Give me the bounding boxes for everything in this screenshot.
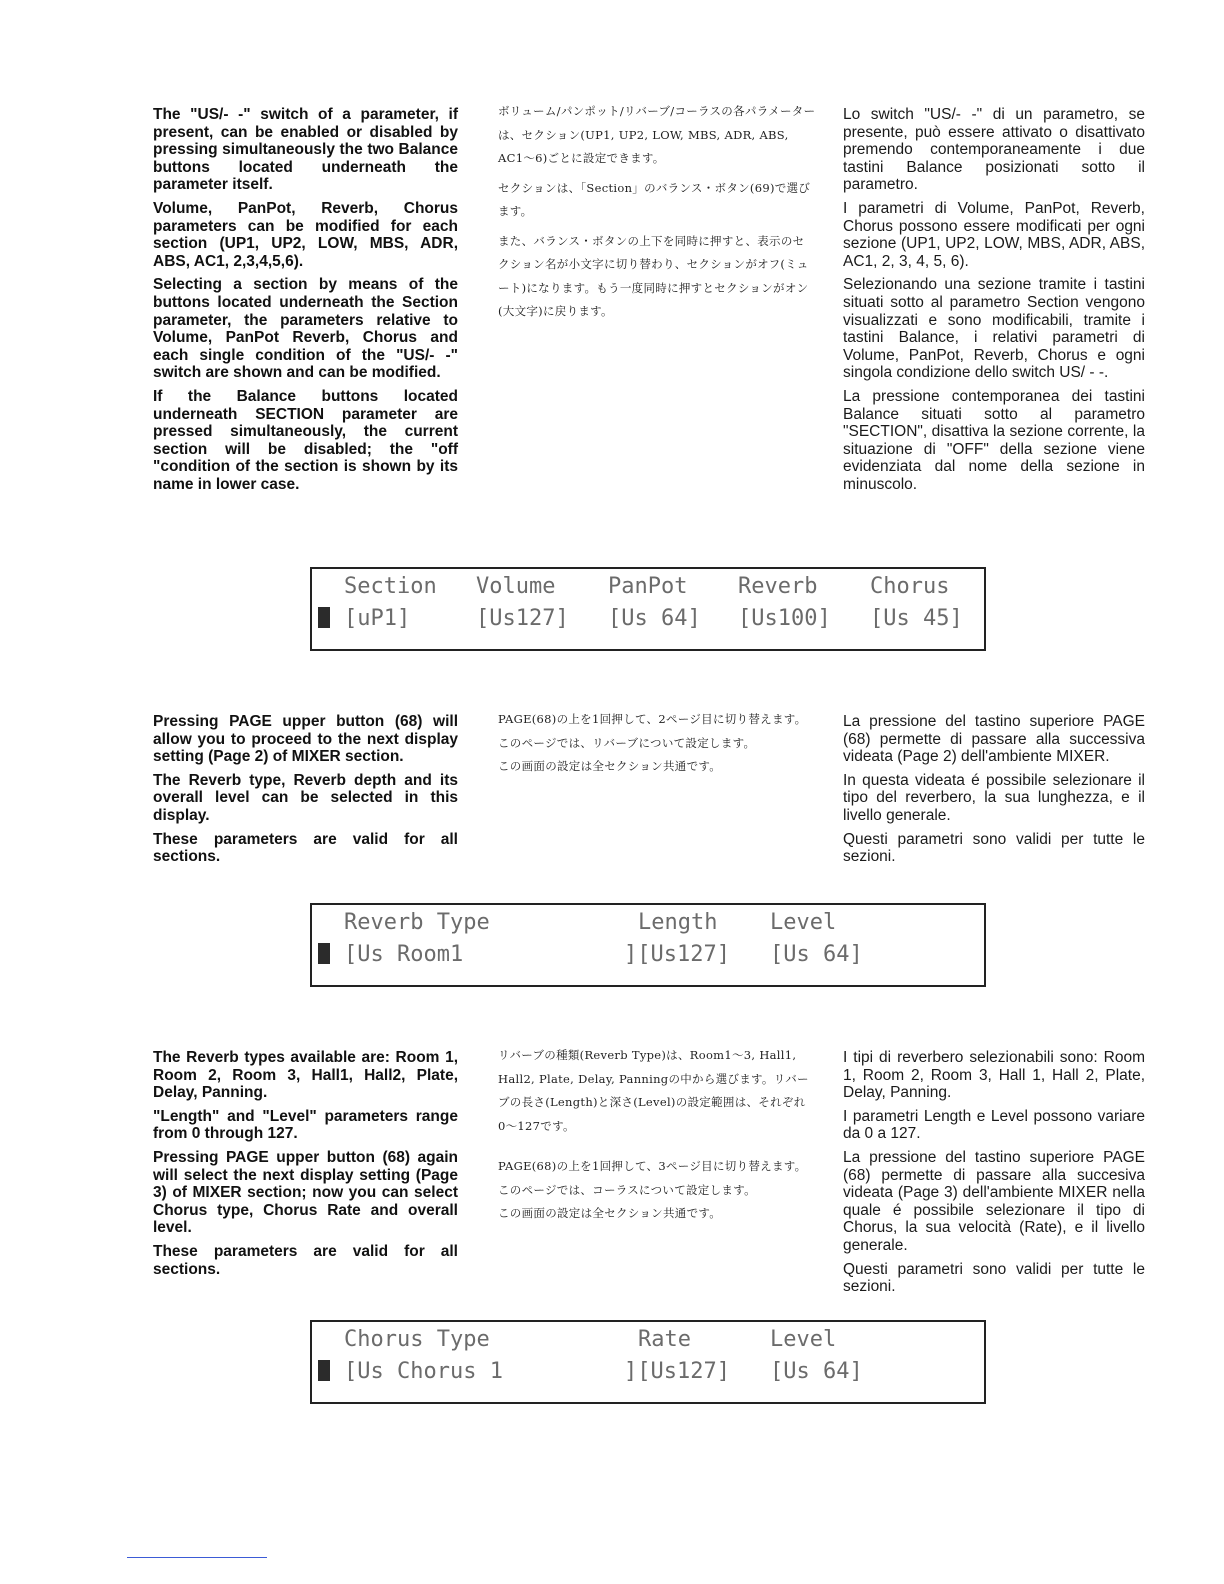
lcd-display-mixer-page2 <box>310 903 986 987</box>
block3-italian-text <box>843 1049 1145 1302</box>
paragraph: Volume, PanPot, Reverb, Chorus parameters can be modified for each section (UP1, UP2, LOW, MBS, ADR, ABS, AC1, 2,3,4,5,6). <box>153 199 458 270</box>
paragraph: I tipi di reverbero selezionabili sono: Room 1, Room 2, Room 3, Hall 1, Hall 2, Plate, Delay, Panning. <box>843 1049 1145 1102</box>
block1-italian-text <box>843 106 1145 499</box>
paragraph: I parametri di Volume, PanPot, Reverb, Chorus possono essere modificati per ogni sezione (UP1, UP2, LOW, MBS, ADR, ABS, AC1, 2, 3, 4, 5, 6). <box>843 199 1145 270</box>
lcd-value-row <box>318 939 984 971</box>
lcd-label-volume: Volume <box>476 574 556 599</box>
paragraph: PAGE(68)の上を1回押して、3ページ目に切り替えます。 <box>498 1159 807 1173</box>
paragraph: Lo switch "US/- -" di un parametro, se presente, può essere attivato o disattivato premendo contemporaneamente i due tastini Balance posizionati sotto il parametro. <box>843 106 1145 194</box>
lcd-value-length: ][Us127] <box>624 942 730 967</box>
block3-japanese-text-1 <box>498 1044 816 1138</box>
paragraph: "Length" and "Level" parameters range from 0 through 127. <box>153 1107 458 1143</box>
paragraph: この画面の設定は全セクション共通です。 <box>498 1206 722 1220</box>
lcd-value-panpot: [Us 64] <box>608 606 701 631</box>
block2-english-text <box>153 713 458 872</box>
paragraph: These parameters are valid for all sections. <box>153 1242 458 1278</box>
paragraph: セクションは、「Section」のバランス・ボタン(69)で選びます。 <box>498 180 811 218</box>
block1-english-text <box>153 106 458 499</box>
lcd-value-chorus-type: [Us Chorus 1 <box>344 1359 503 1384</box>
lcd-cursor <box>318 603 332 635</box>
footer-rule <box>127 1557 267 1558</box>
paragraph: La pressione del tastino superiore PAGE (68) permette di passare alla succesiva videata (Page 3) dell'ambiente MIXER nella quale é possibile selezionare il tipo di Chorus, la sua velocità (Rate), e il livello generale. <box>843 1148 1145 1254</box>
lcd-label-panpot: PanPot <box>608 574 688 599</box>
block3-japanese-text-2 <box>498 1155 816 1226</box>
lcd-label-length: Length <box>638 910 718 935</box>
lcd-label-chorus-type: Chorus Type <box>344 1327 490 1352</box>
block2-japanese-text <box>498 708 816 779</box>
lcd-header-row <box>318 907 984 939</box>
lcd-value-rate: ][Us127] <box>624 1359 730 1384</box>
lcd-label-reverb: Reverb <box>738 574 818 599</box>
lcd-cursor <box>318 939 332 971</box>
paragraph: PAGE(68)の上を1回押して、2ページ目に切り替えます。 <box>498 712 807 726</box>
lcd-label-reverb-type: Reverb Type <box>344 910 490 935</box>
lcd-value-level: [Us 64] <box>770 1359 863 1384</box>
paragraph: La pressione contemporanea dei tastini Balance situati sotto al parametro "SECTION", disattiva la sezione corrente, la situazione di "OFF" della sezione viene evidenziata dal nome della sezione in minuscolo. <box>843 387 1145 493</box>
lcd-label-level: Level <box>770 1327 837 1352</box>
lcd-value-reverb-type: [Us Room1 <box>344 942 464 967</box>
paragraph: Selecting a section by means of the buttons located underneath the Section parameter, the parameters relative to Volume, PanPot Reverb, Chorus and each single condition of the "US/- -" switch are shown and can be modified. <box>153 276 458 382</box>
paragraph: These parameters are valid for all sections. <box>153 830 458 866</box>
paragraph: The "US/- -" switch of a parameter, if present, can be enabled or disabled by pressing simultaneously the two Balance buttons located underneath the parameter itself. <box>153 106 458 194</box>
lcd-header-row <box>318 571 984 603</box>
lcd-value-row <box>318 603 984 635</box>
paragraph: The Reverb type, Reverb depth and its overall level can be selected in this display. <box>153 771 458 824</box>
block2-italian-text <box>843 713 1145 872</box>
paragraph: Questi parametri sono validi per tutte le sezioni. <box>843 830 1145 866</box>
lcd-header-row <box>318 1324 984 1356</box>
paragraph: Pressing PAGE upper button (68) will allow you to proceed to the next display setting (Page 2) of MIXER section. <box>153 713 458 766</box>
paragraph: In questa videata é possibile selezionare il tipo del reverbero, la sua lunghezza, e il livello generale. <box>843 771 1145 824</box>
paragraph: Questi parametri sono validi per tutte le sezioni. <box>843 1260 1145 1296</box>
lcd-value-chorus: [Us 45] <box>870 606 963 631</box>
block1-japanese-text <box>498 100 816 330</box>
block3-english-text <box>153 1049 458 1284</box>
lcd-label-section: Section <box>344 574 437 599</box>
lcd-label-level: Level <box>770 910 837 935</box>
paragraph: リバーブの種類(Reverb Type)は、Room1〜3, Hall1, Hall2, Plate, Delay, Panningの中から選びます。リバーブの長さ(Length)と深さ(Level)の設定範囲は、それぞれ0〜127です。 <box>498 1048 809 1133</box>
lcd-display-mixer-page1 <box>310 567 986 651</box>
paragraph: If the Balance buttons located underneath SECTION parameter are pressed simultaneously, the current section will be disabled; the "off "condition of the section is shown by its name in lower case. <box>153 387 458 493</box>
paragraph: この画面の設定は全セクション共通です。 <box>498 759 722 773</box>
paragraph: I parametri Length e Level possono variare da 0 a 127. <box>843 1107 1145 1143</box>
lcd-value-section: [uP1] <box>344 606 411 631</box>
paragraph: ボリューム/パンポット/リバーブ/コーラスの各パラメーターは、セクション(UP1, UP2, LOW, MBS, ADR, ABS, AC1〜6)ごとに設定できます。 <box>498 104 816 165</box>
lcd-value-reverb: [Us100] <box>738 606 831 631</box>
lcd-value-row <box>318 1356 984 1388</box>
lcd-cursor <box>318 1356 332 1388</box>
paragraph: Selezionando una sezione tramite i tastini situati sotto al parametro Section vengono visualizzati e sono modificabili, tramite i tastini Balance, i relativi parametri di Volume, PanPot, Reverb, Chorus e ogni singola condizione dello switch US/ - -. <box>843 276 1145 382</box>
lcd-display-mixer-page3 <box>310 1320 986 1404</box>
lcd-value-volume: [Us127] <box>476 606 569 631</box>
paragraph: このページでは、コーラスについて設定します。 <box>498 1182 756 1197</box>
paragraph: Pressing PAGE upper button (68) again will select the next display setting (Page 3) of MIXER section; now you can select Chorus type, Chorus Rate and overall level. <box>153 1148 458 1237</box>
paragraph: また、バランス・ボタンの上下を同時に押すと、表示のセクション名が小文字に切り替わり、セクションがオフ(ミュート)になります。もう一度同時に押すとセクションがオン(大文字)に戻ります。 <box>498 233 809 318</box>
paragraph: La pressione del tastino superiore PAGE (68) permette di passare alla successiva videata (Page 2) dell'ambiente MIXER. <box>843 713 1145 766</box>
lcd-label-chorus: Chorus <box>870 574 950 599</box>
lcd-label-rate: Rate <box>638 1327 691 1352</box>
paragraph: The Reverb types available are: Room 1, Room 2, Room 3, Hall1, Hall2, Plate, Delay, Panning. <box>153 1049 458 1102</box>
paragraph: このページでは、リバーブについて設定します。 <box>498 735 756 750</box>
lcd-value-level: [Us 64] <box>770 942 863 967</box>
